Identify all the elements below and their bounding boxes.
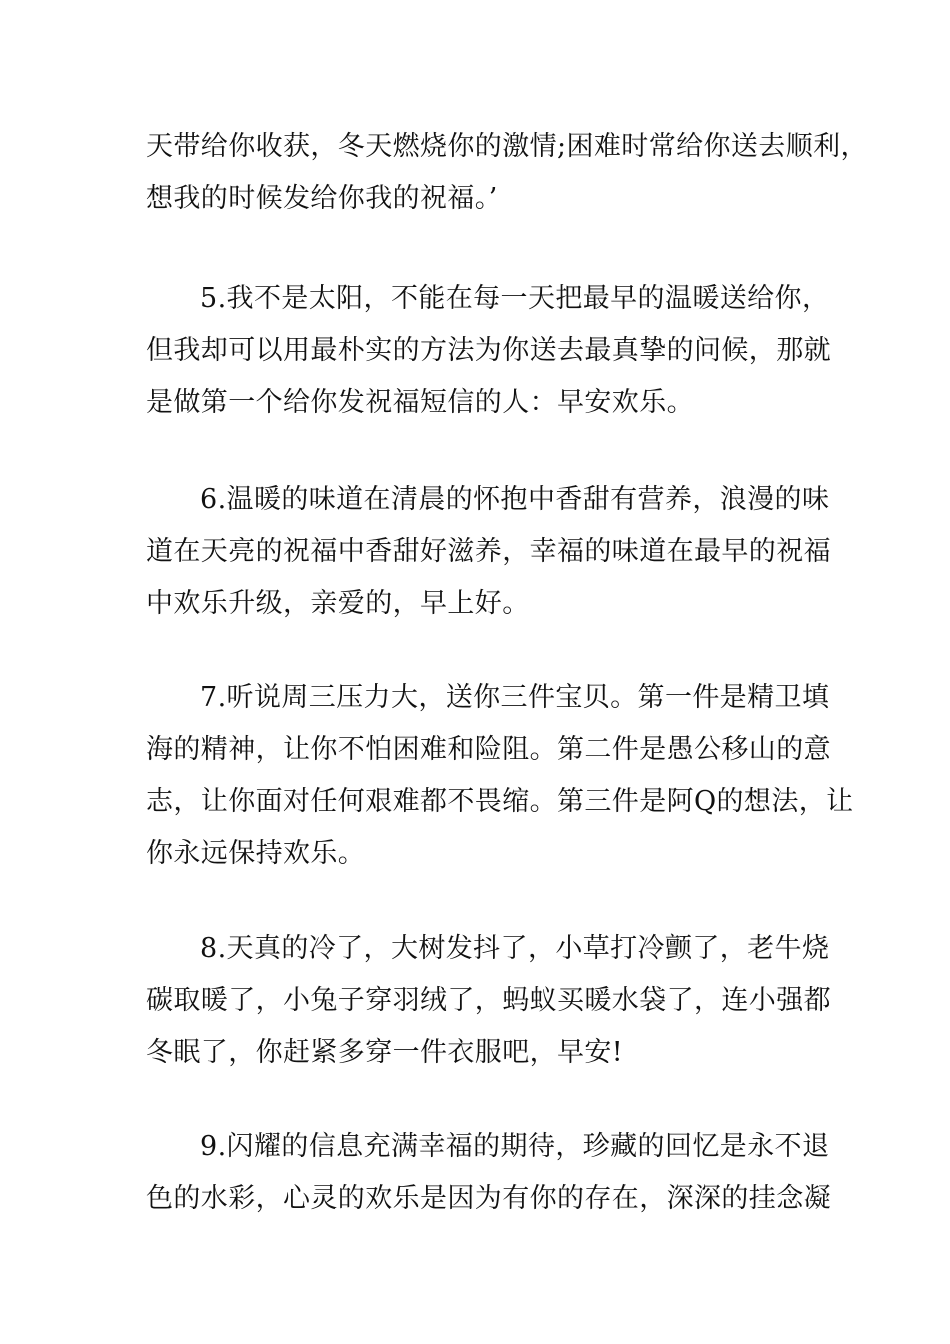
paragraph-item-7: [146, 672, 854, 880]
text-line: 中欢乐升级，亲爱的，早上好。: [146, 588, 530, 619]
paragraph-item-5: [146, 273, 831, 429]
paragraph-item-8: [146, 923, 831, 1079]
text-line: 你永远保持欢乐。: [146, 838, 366, 869]
text-line: 天带给你收获，冬天燃烧你的激情;困难时常给你送去顺利，: [146, 131, 868, 162]
text-line: 想我的时候发给你我的祝福。’: [146, 183, 498, 214]
text-line: 海的精神，让你不怕困难和险阻。第二件是愚公移山的意: [146, 734, 831, 765]
text-line: 道在天亮的祝福中香甜好滋养，幸福的味道在最早的祝福: [146, 536, 831, 567]
text-line: 8.天真的冷了，大树发抖了，小草打冷颤了，老牛烧: [200, 933, 830, 964]
text-line: 色的水彩，心灵的欢乐是因为有你的存在，深深的挂念凝: [146, 1183, 831, 1214]
text-line: 是做第一个给你发祝福短信的人：早安欢乐。: [146, 387, 694, 418]
text-line: 7.听说周三压力大，送你三件宝贝。第一件是精卫填: [200, 682, 830, 713]
text-line: 但我却可以用最朴实的方法为你送去最真挚的问候，那就: [146, 335, 831, 366]
paragraph-item-6: [146, 474, 831, 630]
text-line: 9.闪耀的信息充满幸福的期待，珍藏的回忆是永不退: [200, 1131, 830, 1162]
text-line: 碳取暖了，小兔子穿羽绒了，蚂蚁买暖水袋了，连小强都: [146, 985, 831, 1016]
text-line: 志，让你面对任何艰难都不畏缩。第三件是阿Q的想法，让: [146, 786, 854, 817]
paragraph-item-9: [146, 1121, 831, 1225]
text-line: 5.我不是太阳，不能在每一天把最早的温暖送给你，: [200, 283, 830, 314]
text-line: 冬眠了，你赶紧多穿一件衣服吧，早安!: [146, 1037, 624, 1068]
text-line: 6.温暖的味道在清晨的怀抱中香甜有营养，浪漫的味: [200, 484, 830, 515]
paragraph-continuation: [146, 121, 868, 225]
